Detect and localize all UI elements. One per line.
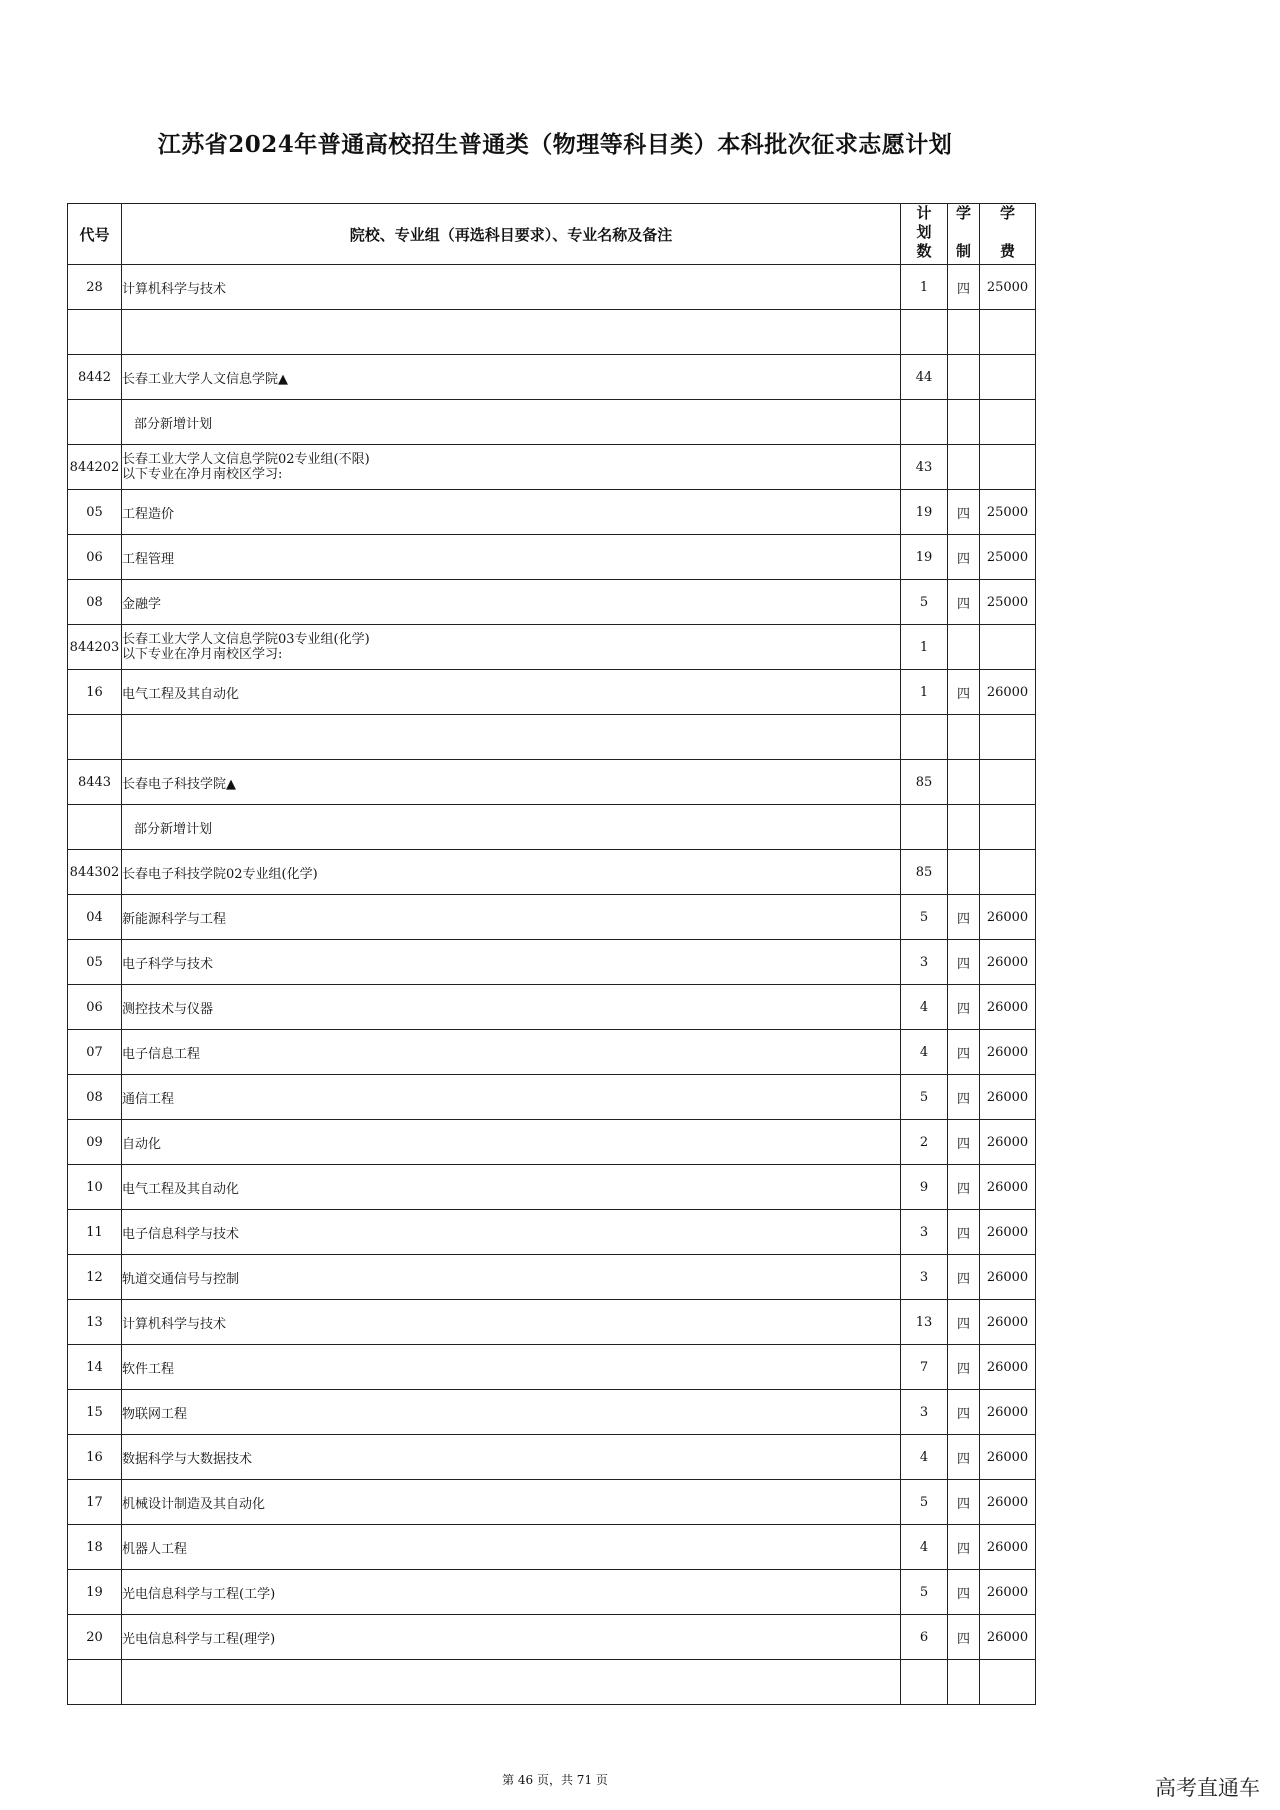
table-row (68, 310, 1036, 355)
row-name: 光电信息科学与工程(工学) (122, 1570, 901, 1615)
row-system (948, 805, 980, 850)
row-fee: 26000 (980, 1570, 1036, 1615)
row-fee: 26000 (980, 1390, 1036, 1435)
row-fee: 26000 (980, 670, 1036, 715)
row-name: 长春电子科技学院02专业组(化学) (122, 850, 901, 895)
row-code: 08 (68, 580, 122, 625)
row-code: 8442 (68, 355, 122, 400)
header-name: 院校、专业组（再选科目要求）、专业名称及备注 (122, 204, 901, 265)
row-code: 17 (68, 1480, 122, 1525)
row-fee: 26000 (980, 1345, 1036, 1390)
row-fee (980, 310, 1036, 355)
row-code: 16 (68, 1435, 122, 1480)
row-code: 09 (68, 1120, 122, 1165)
row-name: 新能源科学与工程 (122, 895, 901, 940)
row-plan (901, 805, 948, 850)
row-code (68, 805, 122, 850)
table-row (68, 625, 1036, 670)
row-name: 电气工程及其自动化 (122, 670, 901, 715)
row-plan: 5 (901, 895, 948, 940)
row-fee (980, 355, 1036, 400)
row-fee: 26000 (980, 1075, 1036, 1120)
row-system (948, 1660, 980, 1705)
row-plan: 44 (901, 355, 948, 400)
row-name: 电子信息工程 (122, 1030, 901, 1075)
table-row (68, 1255, 1036, 1300)
row-code: 14 (68, 1345, 122, 1390)
header-fee: 学 费 (980, 204, 1036, 265)
row-fee (980, 625, 1036, 670)
table-row (68, 1165, 1036, 1210)
row-fee: 26000 (980, 1525, 1036, 1570)
row-name: 机械设计制造及其自动化 (122, 1480, 901, 1525)
row-name: 部分新增计划 (122, 400, 901, 445)
row-system: 四 (948, 1255, 980, 1300)
row-code: 07 (68, 1030, 122, 1075)
row-code: 18 (68, 1525, 122, 1570)
row-name: 电气工程及其自动化 (122, 1165, 901, 1210)
row-code: 04 (68, 895, 122, 940)
row-name: 计算机科学与技术 (122, 1300, 901, 1345)
row-fee: 26000 (980, 985, 1036, 1030)
row-plan (901, 715, 948, 760)
row-plan: 6 (901, 1615, 948, 1660)
row-fee: 26000 (980, 1210, 1036, 1255)
row-plan: 2 (901, 1120, 948, 1165)
row-code (68, 400, 122, 445)
row-fee: 25000 (980, 580, 1036, 625)
row-system: 四 (948, 940, 980, 985)
row-name: 工程造价 (122, 490, 901, 535)
row-plan: 1 (901, 265, 948, 310)
table-row (68, 1480, 1036, 1525)
row-name-line1: 长春工业大学人文信息学院03专业组(化学) (122, 632, 370, 647)
row-system: 四 (948, 580, 980, 625)
row-plan: 4 (901, 985, 948, 1030)
row-fee (980, 445, 1036, 490)
row-system (948, 715, 980, 760)
row-name: 电子科学与技术 (122, 940, 901, 985)
row-code: 12 (68, 1255, 122, 1300)
row-system (948, 760, 980, 805)
row-system: 四 (948, 1525, 980, 1570)
row-code: 11 (68, 1210, 122, 1255)
table-row (68, 1390, 1036, 1435)
row-system (948, 445, 980, 490)
row-code: 13 (68, 1300, 122, 1345)
row-plan: 13 (901, 1300, 948, 1345)
row-fee (980, 715, 1036, 760)
row-name: 机器人工程 (122, 1525, 901, 1570)
row-code: 28 (68, 265, 122, 310)
enrollment-plan-table (67, 203, 1036, 1705)
row-plan: 3 (901, 1255, 948, 1300)
row-plan: 1 (901, 670, 948, 715)
row-name: 长春工业大学人文信息学院▲ (122, 355, 901, 400)
table-row (68, 1075, 1036, 1120)
row-plan: 43 (901, 445, 948, 490)
row-name: 软件工程 (122, 1345, 901, 1390)
row-name (122, 445, 901, 490)
row-system: 四 (948, 670, 980, 715)
row-name: 长春电子科技学院▲ (122, 760, 901, 805)
row-plan: 4 (901, 1435, 948, 1480)
row-code (68, 310, 122, 355)
row-plan: 85 (901, 760, 948, 805)
row-system: 四 (948, 1345, 980, 1390)
table-row (68, 895, 1036, 940)
row-plan: 3 (901, 1390, 948, 1435)
row-system (948, 355, 980, 400)
row-code (68, 1660, 122, 1705)
row-code (68, 715, 122, 760)
row-code: 844203 (68, 625, 122, 670)
row-name: 光电信息科学与工程(理学) (122, 1615, 901, 1660)
header-code: 代号 (68, 204, 122, 265)
row-name (122, 1660, 901, 1705)
table-row (68, 1570, 1036, 1615)
row-fee: 25000 (980, 265, 1036, 310)
row-plan: 4 (901, 1030, 948, 1075)
row-plan: 5 (901, 1570, 948, 1615)
row-code: 844302 (68, 850, 122, 895)
table-row (68, 805, 1036, 850)
row-plan (901, 310, 948, 355)
table-row (68, 265, 1036, 310)
row-code: 20 (68, 1615, 122, 1660)
row-name-line1: 长春工业大学人文信息学院02专业组(不限) (122, 452, 370, 467)
row-system: 四 (948, 985, 980, 1030)
table-row (68, 1210, 1036, 1255)
row-plan: 9 (901, 1165, 948, 1210)
row-name: 物联网工程 (122, 1390, 901, 1435)
row-system: 四 (948, 1075, 980, 1120)
row-system (948, 850, 980, 895)
table-row (68, 1345, 1036, 1390)
row-fee: 26000 (980, 1165, 1036, 1210)
row-name-line2: 以下专业在净月南校区学习: (122, 467, 283, 482)
row-plan (901, 400, 948, 445)
row-code: 08 (68, 1075, 122, 1120)
row-fee: 26000 (980, 1480, 1036, 1525)
row-name: 测控技术与仪器 (122, 985, 901, 1030)
header-system: 学 制 (948, 204, 980, 265)
table-row (68, 940, 1036, 985)
table-row (68, 1120, 1036, 1165)
table-body (68, 265, 1036, 1705)
row-system: 四 (948, 1615, 980, 1660)
row-name-line2: 以下专业在净月南校区学习: (122, 647, 283, 662)
table-row (68, 1615, 1036, 1660)
row-name: 工程管理 (122, 535, 901, 580)
table-row (68, 760, 1036, 805)
row-system (948, 625, 980, 670)
row-name: 金融学 (122, 580, 901, 625)
row-fee: 26000 (980, 1255, 1036, 1300)
table-row (68, 445, 1036, 490)
row-system: 四 (948, 265, 980, 310)
row-code: 10 (68, 1165, 122, 1210)
row-fee (980, 400, 1036, 445)
table-row (68, 715, 1036, 760)
row-system: 四 (948, 1570, 980, 1615)
row-name: 电子信息科学与技术 (122, 1210, 901, 1255)
row-fee (980, 805, 1036, 850)
row-system (948, 310, 980, 355)
table-row (68, 490, 1036, 535)
row-name: 数据科学与大数据技术 (122, 1435, 901, 1480)
page-footer: 第 46 页，共 71 页 (502, 1773, 608, 1787)
row-fee: 26000 (980, 1300, 1036, 1345)
row-fee: 26000 (980, 940, 1036, 985)
row-system: 四 (948, 535, 980, 580)
row-code: 05 (68, 490, 122, 535)
row-fee: 25000 (980, 535, 1036, 580)
row-code: 06 (68, 985, 122, 1030)
row-name: 轨道交通信号与控制 (122, 1255, 901, 1300)
row-fee: 26000 (980, 1435, 1036, 1480)
row-fee (980, 1660, 1036, 1705)
row-fee: 26000 (980, 1120, 1036, 1165)
table-row (68, 355, 1036, 400)
row-system: 四 (948, 1165, 980, 1210)
row-plan: 85 (901, 850, 948, 895)
row-name (122, 310, 901, 355)
row-system: 四 (948, 1030, 980, 1075)
row-plan: 19 (901, 490, 948, 535)
table-row (68, 1435, 1036, 1480)
row-system: 四 (948, 1480, 980, 1525)
table-header-row (68, 204, 1036, 265)
row-plan: 3 (901, 1210, 948, 1255)
table-row (68, 580, 1036, 625)
row-plan: 5 (901, 1480, 948, 1525)
row-name: 部分新增计划 (122, 805, 901, 850)
row-plan: 5 (901, 1075, 948, 1120)
row-fee: 26000 (980, 1615, 1036, 1660)
table-row (68, 1525, 1036, 1570)
table-row (68, 400, 1036, 445)
row-system: 四 (948, 895, 980, 940)
row-fee: 26000 (980, 895, 1036, 940)
row-system: 四 (948, 1120, 980, 1165)
row-system: 四 (948, 490, 980, 535)
row-name: 计算机科学与技术 (122, 265, 901, 310)
row-plan: 3 (901, 940, 948, 985)
row-plan (901, 1660, 948, 1705)
row-fee: 26000 (980, 1030, 1036, 1075)
table-row (68, 1660, 1036, 1705)
row-name: 通信工程 (122, 1075, 901, 1120)
row-system: 四 (948, 1435, 980, 1480)
table-row (68, 1030, 1036, 1075)
row-name (122, 715, 901, 760)
header-plan: 计 划 数 (901, 204, 948, 265)
row-system: 四 (948, 1210, 980, 1255)
row-system: 四 (948, 1300, 980, 1345)
row-code: 844202 (68, 445, 122, 490)
row-plan: 4 (901, 1525, 948, 1570)
row-fee (980, 760, 1036, 805)
row-system (948, 400, 980, 445)
table-row (68, 1300, 1036, 1345)
row-plan: 1 (901, 625, 948, 670)
table-row (68, 670, 1036, 715)
page-title: 江苏省2024年普通高校招生普通类（物理等科目类）本科批次征求志愿计划 (157, 131, 953, 158)
row-plan: 19 (901, 535, 948, 580)
row-code: 19 (68, 1570, 122, 1615)
row-code: 05 (68, 940, 122, 985)
row-fee (980, 850, 1036, 895)
row-code: 15 (68, 1390, 122, 1435)
row-code: 16 (68, 670, 122, 715)
table-row (68, 535, 1036, 580)
row-system: 四 (948, 1390, 980, 1435)
table-row (68, 985, 1036, 1030)
row-plan: 7 (901, 1345, 948, 1390)
row-plan: 5 (901, 580, 948, 625)
row-name: 自动化 (122, 1120, 901, 1165)
table-row (68, 850, 1036, 895)
row-code: 8443 (68, 760, 122, 805)
row-fee: 25000 (980, 490, 1036, 535)
row-name (122, 625, 901, 670)
row-code: 06 (68, 535, 122, 580)
watermark: 高考直通车 (1155, 1776, 1260, 1800)
